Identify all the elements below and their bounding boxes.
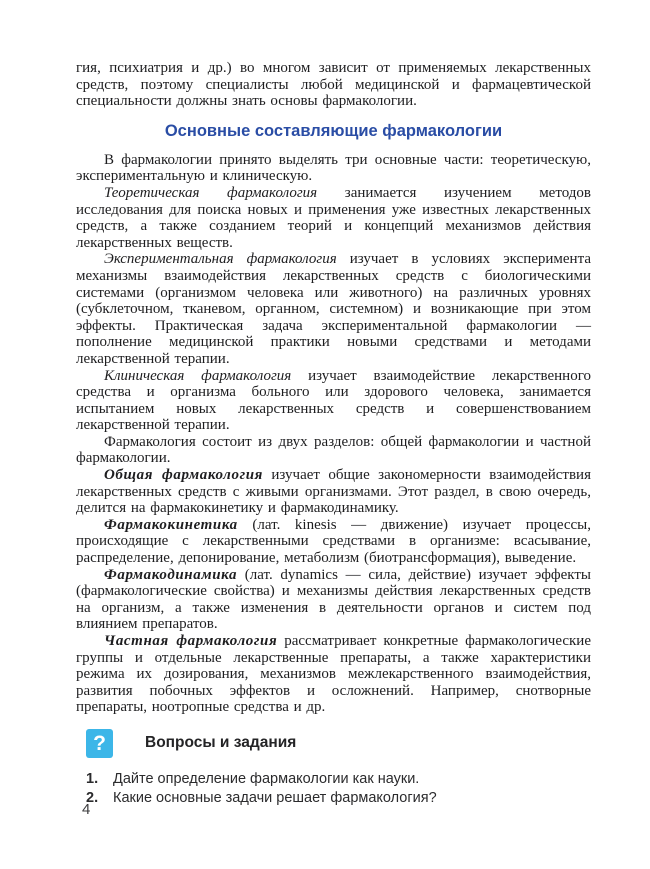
paragraph: Фармакодинамика (лат. dynamics — сила, действие) изучает эффекты (фармакологические свойства) и механизмы действия лекарственных средств на организм, а также изменения в деятельности органов и систем под влиянием препаратов. bbox=[76, 566, 591, 633]
paragraph: Частная фармакология рассматривает конкретные фармакологические группы и отдельные лекарственные препараты, а также характеристики режима их дозирования, механизмов межлекарственного взаимодействия, развития побочных эффектов и осложнений. Например, снотворные препараты, ноотропные средства и др. bbox=[76, 633, 591, 716]
term: Частная фармакология bbox=[104, 633, 278, 649]
question-text: Дайте определение фармакологии как науки. bbox=[113, 770, 420, 787]
paragraph: Клиническая фармакология изучает взаимодействие лекарственного средства и организма больного или здорового человека, занимается испытанием новых лекарственных средств и совершенствованием лекарственной терапии. bbox=[76, 367, 591, 434]
question-item bbox=[86, 789, 591, 808]
text-column bbox=[76, 60, 591, 808]
body-paragraphs bbox=[76, 152, 591, 716]
continuation-paragraph: гия, психиатрия и др.) во многом зависит от применяемых лекарственных средств, поэтому специалисты любой медицинской и фармацевтической специальности должны знать основы фармакологии. bbox=[76, 60, 591, 110]
question-item bbox=[86, 770, 591, 789]
paragraph: Экспериментальная фармакология изучает в условиях эксперимента механизмы взаимодействия лекарственных средств с биологическими системами (организмом человека или животного) на различных уровнях (субклеточном, тканевом, органном, системном) и возникающие при этом эффекты. Практическая задача экспериментальной фармакологии — пополнение медицинской практики новыми средствами и методами лекарственной терапии. bbox=[76, 251, 591, 367]
paragraph: Фармакокинетика (лат. kinesis — движение) изучает процессы, происходящие с лекарственными средствами в организме: всасывание, распределение, депонирование, метаболизм (биотрансформация), выведение. bbox=[76, 516, 591, 567]
paragraph: В фармакологии принято выделять три основные части: теоретическую, экспериментальную и клиническую. bbox=[76, 151, 591, 185]
questions-title: Вопросы и задания bbox=[145, 734, 297, 752]
paragraph: Теоретическая фармакология занимается изучением методов исследования для поиска новых и применения уже известных лекарственных средств, а также созданием теорий и концепций механизмов действия лекарственных веществ. bbox=[76, 184, 591, 251]
paragraph: Общая фармакология изучает общие закономерности взаимодействия лекарственных средств с живыми организмами. Этот раздел, в свою очередь, делится на фармакокинетику и фармакодинамику. bbox=[76, 467, 591, 517]
term: Общая фармакология bbox=[104, 467, 263, 484]
question-mark-icon: ? bbox=[86, 729, 113, 758]
question-number: 1. bbox=[86, 770, 99, 787]
question-number: 2. bbox=[86, 789, 99, 806]
questions-section bbox=[76, 729, 591, 808]
term: Теоретическая фармакология bbox=[104, 184, 318, 201]
term: Экспериментальная фармакология bbox=[104, 251, 337, 268]
questions-header bbox=[86, 729, 591, 758]
paragraph: Фармакология состоит из двух разделов: общей фармакологии и частной фармакологии. bbox=[76, 433, 591, 467]
question-text: Какие основные задачи решает фармакология? bbox=[113, 789, 437, 806]
questions-list bbox=[76, 770, 591, 808]
term: Фармакодинамика bbox=[104, 566, 238, 583]
page-number: 4 bbox=[82, 801, 91, 818]
term: Фармакокинетика bbox=[104, 516, 238, 533]
term: Клиническая фармакология bbox=[104, 367, 292, 384]
section-heading: Основные составляющие фармакологии bbox=[164, 121, 503, 140]
